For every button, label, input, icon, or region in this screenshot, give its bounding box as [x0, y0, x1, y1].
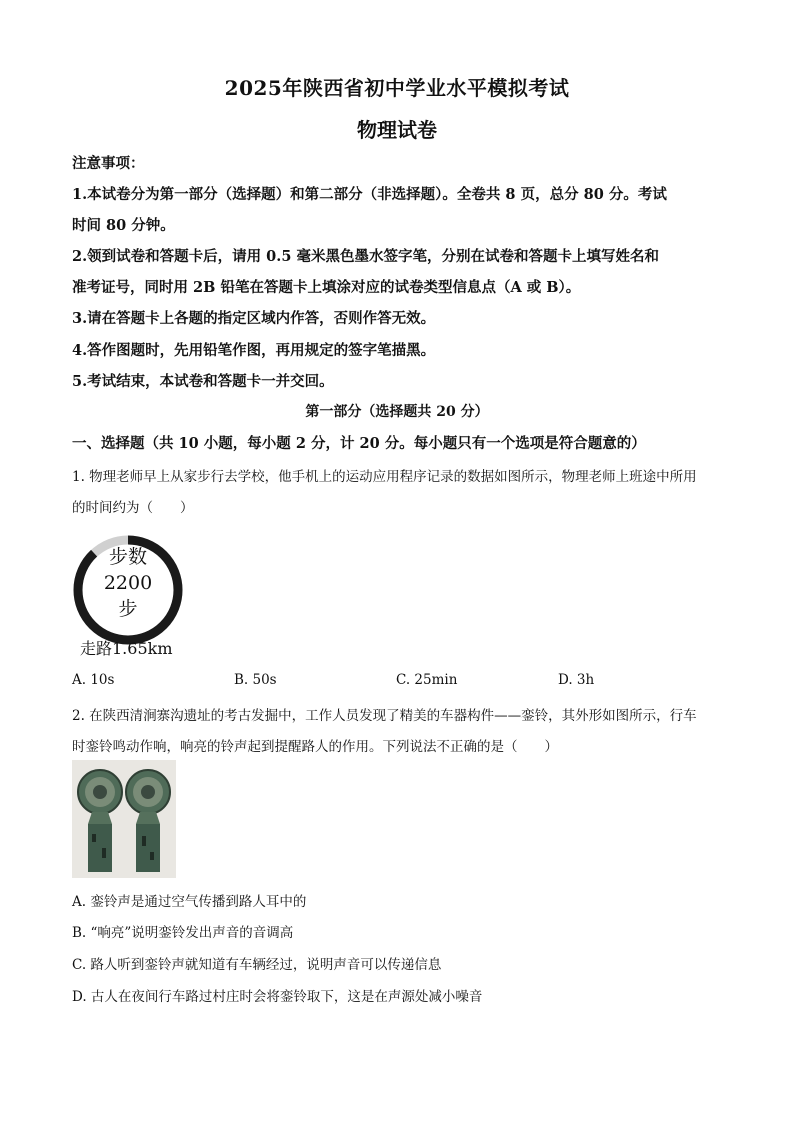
- note-line: 5.考试结束，本试卷和答题卡一并交回。: [72, 373, 334, 390]
- ring-label: 步数: [108, 546, 147, 568]
- notes-heading: 注意事项：: [72, 155, 145, 172]
- q2-option-d[interactable]: D. 古人在夜间行车路过村庄时会将銮铃取下，这是在声源处减小噪音: [72, 989, 483, 1005]
- bronze-bells-photo: [72, 760, 176, 878]
- q2-option-b[interactable]: B. “响亮”说明銮铃发出声音的音调高: [72, 925, 294, 941]
- note-line: 准考证号，同时用 2B 铅笔在答题卡上填涂对应的试卷类型信息点（A 或 B）。: [72, 279, 581, 296]
- ring-unit: 步: [118, 598, 138, 620]
- question-2-text-cont: 时銮铃鸣动作响，响亮的铃声起到提醒路人的作用。下列说法不正确的是（ ）: [72, 739, 558, 755]
- note-line: 4.答作图题时，先用铅笔作图，再用规定的签字笔描黑。: [72, 342, 436, 359]
- q1-option-b[interactable]: B. 50s: [234, 672, 277, 688]
- walk-distance: 走路1.65km: [80, 639, 173, 658]
- exam-subtitle: 物理试卷: [357, 118, 437, 142]
- q1-option-a[interactable]: A. 10s: [72, 672, 115, 688]
- section-heading: 一、选择题（共 10 小题，每小题 2 分，计 20 分。每小题只有一个选项是符合题意的）: [72, 435, 646, 452]
- note-line: 时间 80 分钟。: [72, 217, 175, 234]
- exam-title: 2025年陕西省初中学业水平模拟考试: [224, 76, 570, 100]
- note-line: 3.请在答题卡上各题的指定区域内作答，否则作答无效。: [72, 310, 436, 327]
- note-line: 1.本试卷分为第一部分（选择题）和第二部分（非选择题）。全卷共 8 页，总分 80 分。考试: [72, 186, 667, 203]
- q1-option-c[interactable]: C. 25min: [396, 672, 458, 688]
- question-1-text: 1. 物理老师早上从家步行去学校，他手机上的运动应用程序记录的数据如图所示，物理老师上班途中所用: [72, 469, 697, 485]
- q2-option-c[interactable]: C. 路人听到銮铃声就知道有车辆经过，说明声音可以传递信息: [72, 957, 442, 973]
- question-1-text-cont: 的时间约为（ ）: [72, 500, 194, 516]
- ring-count: 2200: [103, 572, 153, 594]
- q2-option-a[interactable]: A. 銮铃声是通过空气传播到路人耳中的: [72, 894, 307, 910]
- question-2-text: 2. 在陕西清涧寨沟遗址的考古发掘中，工作人员发现了精美的车器构件——銮铃，其外形如图所示，行车: [72, 708, 697, 724]
- note-line: 2.领到试卷和答题卡后，请用 0.5 毫米黑色墨水签字笔，分别在试卷和答题卡上填写姓名和: [72, 248, 659, 265]
- q1-option-d[interactable]: D. 3h: [558, 672, 595, 688]
- part1-heading: 第一部分（选择题共 20 分）: [305, 404, 489, 420]
